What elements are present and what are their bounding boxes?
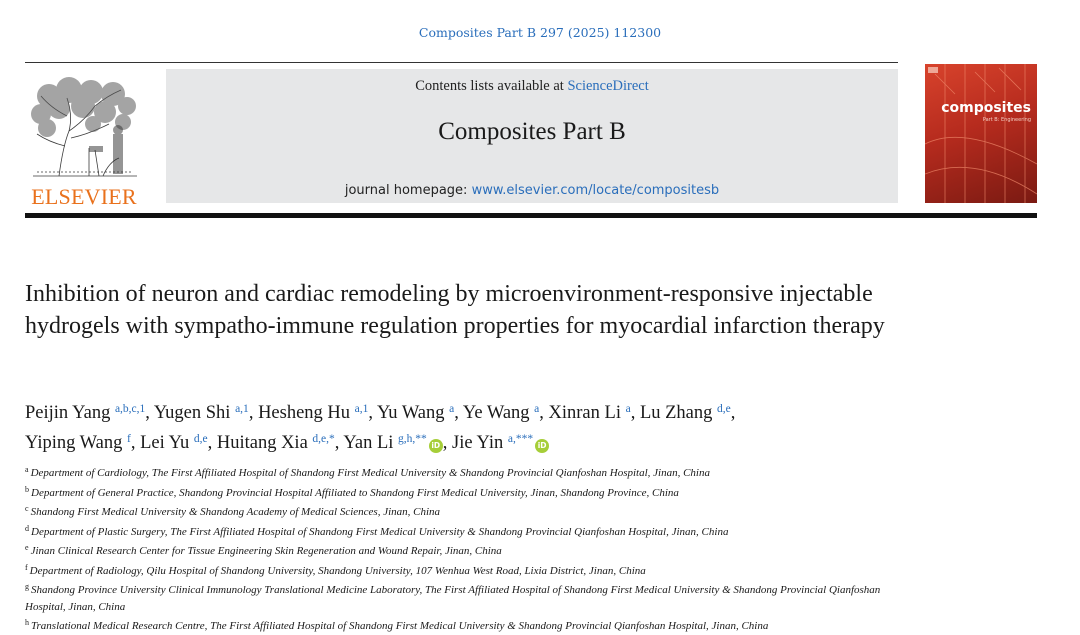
author-affiliation-marker[interactable]: a,1 xyxy=(354,403,369,415)
author-affiliation-marker[interactable]: a,1 xyxy=(235,403,249,415)
orcid-icon[interactable]: iD xyxy=(535,439,549,453)
author[interactable] xyxy=(463,403,539,423)
author-name[interactable]: Lei Yu xyxy=(140,433,190,453)
author-name[interactable]: Yu Wang xyxy=(376,403,445,423)
author[interactable] xyxy=(140,433,208,453)
affiliation-letter: e xyxy=(25,543,29,552)
affiliation-item xyxy=(25,615,905,635)
author-affiliation-marker[interactable]: d,e,* xyxy=(312,433,335,445)
cover-subtitle: Part B: Engineering xyxy=(982,117,1031,123)
author[interactable] xyxy=(217,433,335,453)
homepage-line xyxy=(166,183,898,198)
journal-title: Composites Part B xyxy=(438,118,626,145)
author-affiliation-marker[interactable]: g,h,** xyxy=(398,433,427,445)
author-affiliation-marker[interactable]: a xyxy=(625,403,631,415)
author-list: Peijin Yang $^{a,b,c,1}$, Yugen Shi $^{a,1}$, Hesheng Hu $^{a,1}$, Yu Wang $^a$, Ye Wang $^a$, Xinran Li $^a$, Lu Zhang $^{d,e}$, Yiping Wang $^f$, Lei Yu $^{d,e}$, Huitang Xia $^{d,e,*}$, Yan Li $^{g,h,**}$iD , Jie Yin $^{a,***}$iD xyxy=(25,403,736,453)
author-name[interactable]: Yugen Shi xyxy=(153,403,231,423)
author-name[interactable]: Ye Wang xyxy=(462,403,530,423)
author-affiliation-marker[interactable]: a,b,c,1 xyxy=(114,403,146,415)
author-affiliation-marker[interactable]: a,*** xyxy=(507,433,534,445)
author-affiliation-marker[interactable]: d,e xyxy=(717,403,731,415)
cover-brand: composites xyxy=(941,100,1031,116)
author[interactable] xyxy=(154,403,249,423)
author-name[interactable]: Hesheng Hu xyxy=(258,403,351,423)
article-title: Inhibition of neuron and cardiac remodeling by microenvironment-responsive injectable hydrogels with sympatho-immune regulation properties for myocardial infarction therapy xyxy=(25,281,885,339)
affiliation-text: Department of Cardiology, The First Affiliated Hospital of Shandong First Medical University & Shandong Provincial Qianfoshan Hospital, Jinan, China xyxy=(30,467,710,479)
author[interactable] xyxy=(25,403,145,423)
contents-prefix: Contents lists available at xyxy=(415,78,568,94)
affiliation-text: Department of General Practice, Shandong Provincial Hospital Affiliated to Shandong First Medical University, Jinan, Shandong Province, China xyxy=(31,486,679,499)
affiliation-item xyxy=(25,579,905,615)
affiliation-letter: b xyxy=(25,484,29,494)
header-bottom-rule xyxy=(25,213,1037,218)
affiliation-letter: d xyxy=(25,523,29,533)
journal-citation[interactable]: Composites Part B 297 (2025) 112300 xyxy=(418,25,662,40)
author[interactable] xyxy=(258,403,368,423)
affiliation-letter: h xyxy=(25,618,29,627)
author[interactable] xyxy=(343,433,442,453)
affiliation-letter: a xyxy=(25,465,29,474)
author-name[interactable]: Huitang Xia xyxy=(216,433,308,453)
author-name[interactable]: Yiping Wang xyxy=(25,433,123,453)
author[interactable] xyxy=(25,433,131,453)
affiliation-text: Department of Radiology, Qilu Hospital of Shandong University, Shandong University, 107 Wenhua West Road, Lixia District, Jinan, China xyxy=(29,564,646,577)
affiliation-text: Jinan Clinical Research Center for Tissue Engineering Skin Regeneration and Wound Repair, Jinan, China xyxy=(30,545,502,557)
journal-header xyxy=(25,62,1037,220)
homepage-prefix: journal homepage: xyxy=(344,183,472,198)
affiliation-list xyxy=(25,462,905,635)
journal-cover-image[interactable] xyxy=(925,64,1037,203)
masthead xyxy=(166,69,898,203)
author-affiliation-marker[interactable]: a xyxy=(449,403,455,415)
affiliation-text: Shandong First Medical University & Shandong Academy of Medical Sciences, Jinan, China xyxy=(30,506,441,518)
author[interactable] xyxy=(377,403,454,423)
elsevier-tree-icon xyxy=(29,76,141,178)
affiliation-letter: c xyxy=(25,504,29,513)
affiliation-item xyxy=(25,560,905,580)
affiliation-text: Translational Medical Research Centre, The First Affiliated Hospital of Shandong First Medical University & Shandong Provincial Qianfoshan Hospital, Jinan, China xyxy=(31,620,769,632)
author-affiliation-marker[interactable]: d,e xyxy=(193,433,208,445)
cover-pattern-icon xyxy=(925,64,1037,203)
author-name[interactable]: Peijin Yang xyxy=(25,403,111,423)
author-name[interactable]: Xinran Li xyxy=(548,403,621,423)
affiliation-text: Department of Plastic Surgery, The First Affiliated Hospital of Shandong First Medical University & Shandong Provincial Qianfoshan Hospital, Jinan, China xyxy=(31,525,729,538)
elsevier-logo[interactable] xyxy=(25,76,141,209)
affiliation-item xyxy=(25,462,905,482)
orcid-icon[interactable]: iD xyxy=(429,439,443,453)
author[interactable] xyxy=(640,403,731,423)
affiliation-item xyxy=(25,540,905,560)
affiliation-letter: g xyxy=(25,582,29,591)
affiliation-text: Shandong Province University Clinical Immunology Translational Medicine Laboratory, The First Affiliated Hospital of Shandong First Medical University & Shandong Provincial Qianfoshan Hospital, Jinan, China xyxy=(25,584,881,613)
sciencedirect-link[interactable]: ScienceDirect xyxy=(567,78,649,94)
journal-homepage-link[interactable]: www.elsevier.com/locate/compositesb xyxy=(471,183,720,198)
affiliation-letter: f xyxy=(25,562,28,572)
affiliation-item xyxy=(25,501,905,521)
affiliation-item xyxy=(25,521,905,541)
contents-line xyxy=(166,78,898,95)
author[interactable] xyxy=(549,403,631,423)
author-affiliation-marker[interactable]: a xyxy=(534,403,540,415)
header-top-rule xyxy=(25,62,898,63)
affiliation-item xyxy=(25,482,905,502)
author-name[interactable]: Jie Yin xyxy=(452,433,504,453)
author-affiliation-marker[interactable]: f xyxy=(126,433,131,445)
author[interactable] xyxy=(452,433,549,453)
author-name[interactable]: Yan Li xyxy=(343,433,394,453)
author-name[interactable]: Lu Zhang xyxy=(639,403,713,423)
elsevier-wordmark: ELSEVIER xyxy=(31,184,137,209)
